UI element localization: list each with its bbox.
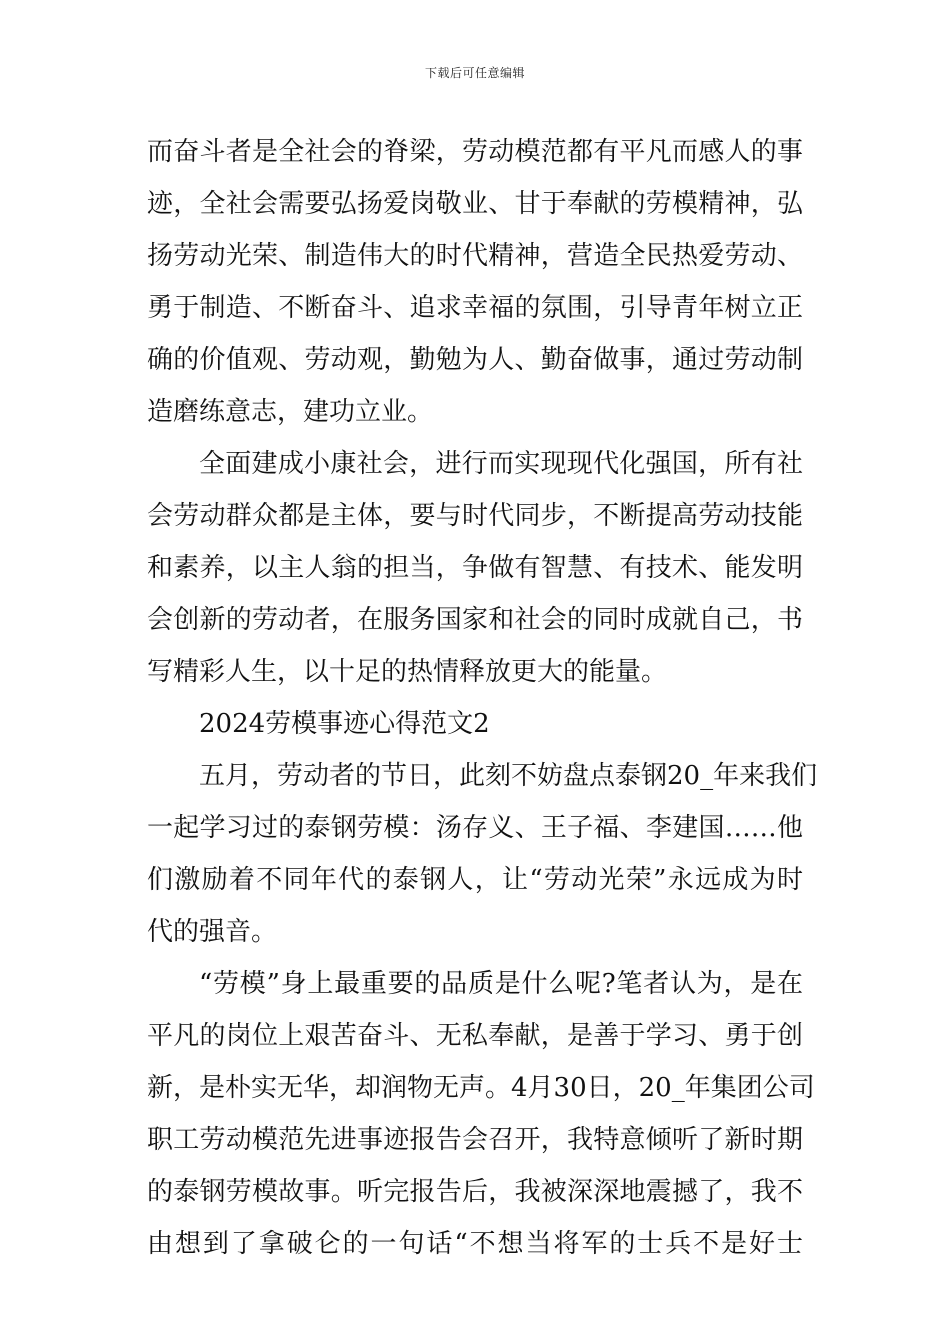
text-line: 会创新的劳动者，在服务国家和社会的同时成就自己，书 xyxy=(147,605,803,635)
text-line: 造磨练意志，建功立业。 xyxy=(147,397,434,427)
text-line: 全面建成小康社会，进行而实现现代化强国，所有社 xyxy=(199,449,803,479)
text-line: 职工劳动模范先进事迹报告会召开，我特意倾听了新时期 xyxy=(147,1125,803,1155)
text-line: 写精彩人生，以十足的热情释放更大的能量。 xyxy=(147,657,668,687)
text-line: 和素养，以主人翁的担当，争做有智慧、有技术、能发明 xyxy=(147,553,803,583)
text-line: “劳模”身上最重要的品质是什么呢?笔者认为，是在 xyxy=(199,969,803,999)
page-header-note: 下载后可任意编辑 xyxy=(424,66,525,80)
text-line: 平凡的岗位上艰苦奋斗、无私奉献，是善于学习、勇于创 xyxy=(147,1021,803,1051)
text-line: 新，是朴实无华，却润物无声。4月30日，20_年集团公司 xyxy=(147,1073,815,1103)
text-line: 迹，全社会需要弘扬爱岗敬业、甘于奉献的劳模精神，弘 xyxy=(147,189,803,219)
text-line: 的泰钢劳模故事。听完报告后，我被深深地震撼了，我不 xyxy=(147,1177,803,1207)
text-line: 勇于制造、不断奋斗、追求幸福的氛围，引导青年树立正 xyxy=(147,293,803,323)
text-line: 由想到了拿破仑的一句话“不想当将军的士兵不是好士 xyxy=(147,1229,803,1259)
document-body xyxy=(147,126,818,1270)
text-line: 一起学习过的泰钢劳模：汤存义、王子福、李建国……他 xyxy=(147,813,803,843)
text-line: 扬劳动光荣、制造伟大的时代精神，营造全民热爱劳动、 xyxy=(147,241,803,271)
text-line: 代的强音。 xyxy=(147,917,278,947)
text-line: 们激励着不同年代的泰钢人，让“劳动光荣”永远成为时 xyxy=(147,865,803,895)
text-line: 确的价值观、劳动观，勤勉为人、勤奋做事，通过劳动制 xyxy=(147,345,803,375)
text-line: 2024劳模事迹心得范文2 xyxy=(199,709,490,739)
text-line: 而奋斗者是全社会的脊梁，劳动模范都有平凡而感人的事 xyxy=(147,137,803,167)
text-line: 会劳动群众都是主体，要与时代同步，不断提高劳动技能 xyxy=(147,501,803,531)
text-line: 五月，劳动者的节日，此刻不妨盘点泰钢20_年来我们 xyxy=(199,761,818,791)
